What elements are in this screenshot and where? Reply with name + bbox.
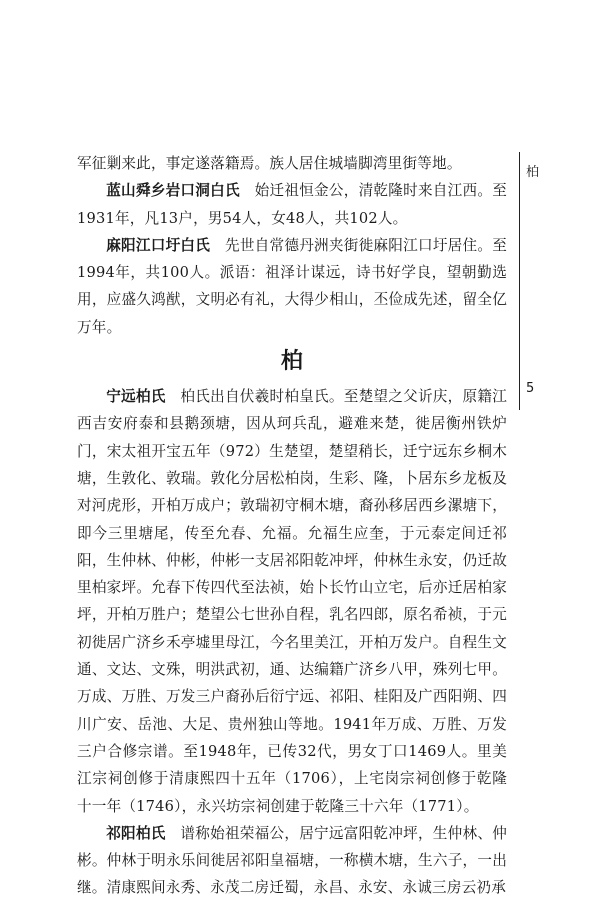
entry-text: 始迁祖恒金公，清乾隆时来自江西。至1931年，凡13户，男54人，女48人，共102人。: [77, 182, 507, 227]
margin-rule: [519, 152, 520, 410]
paragraph: [77, 232, 507, 341]
paragraph: [77, 150, 507, 177]
paragraph: [77, 177, 507, 232]
section-title: 柏: [280, 349, 304, 375]
entry-text: 谱称始祖荣福公，居宁远富阳乾冲坪，生仲林、仲彬。仲林于明永乐间徙居祁阳皇福塘，一称横木塘，生六子，一出继。清康熙间永秀、永茂二房迁蜀，永昌、永安、永诚三房云礽承: [77, 824, 507, 897]
body-text: [77, 150, 507, 902]
entry-heading: 祁阳柏氏: [106, 824, 166, 842]
paragraphs-before: [77, 150, 507, 341]
paragraphs-after: [77, 383, 507, 902]
entry-heading: 宁远柏氏: [106, 388, 166, 406]
entry-text: 军征剿来此，事定遂落籍焉。族人居住城墙脚湾里街等地。: [77, 155, 462, 172]
entry-heading: 麻阳江口圩白氏: [106, 236, 211, 254]
page-number: 5: [526, 381, 535, 396]
entry-text: 柏氏出自伏羲时柏皇氏。至楚望之父䜣庆，原籍江西吉安府泰和县鹅颈塘，因从珂兵乱，避难来楚，徙居衡州铁炉门，宋太祖开宝五年（972）生楚望，楚望稍长，迁宁远东乡桐木塘，生敦化、敦瑞。敦化分居松柏岗，生彩、隆，卜居东乡龙板及对河虎形，开柏万成户；敦瑞初守桐木塘，裔孙移居西乡漯塘下，即今三里塘尾，传至允春、允福。允福生应奎，于元泰定间迁祁阳，生仲林、仲彬，仲彬一支居祁阳乾冲坪，仲林生永安，仍迁故里柏家坪。允春下传四代至法祯，始卜长竹山立宅，后亦迁居柏家坪，开柏万胜户；楚望公七世孙自程，乳名四郎，原名希祯，于元初徙居广济乡禾亭墟里母江，今名里美江，开柏万发户。自程生文通、文达、文殊，明洪武初，通、达编籍广济乡八甲，殊列七甲。万成、万胜、万发三户裔孙后衍宁远、祁阳、桂阳及广西阳朔、四川广安、岳池、大足、贵州独山等地。1941年万成、万胜、万发三户合修宗谱。至1948年，已传32代，男女丁口1469人。里美江宗祠创修于清康熙四十五年（1706），上宅岗宗祠创修于乾隆十一年（1746），永兴坊宗祠创建于乾隆三十六年（1771）。: [77, 388, 507, 815]
paragraph: [77, 820, 507, 902]
paragraph: [77, 383, 507, 820]
entry-text: 先世自常德丹洲夹街徙麻阳江口圩居住。至1994年，共100人。派语：祖泽计谋远，诗书好学良，望朝勤选用，应盛久鸿猷，文明必有礼，大得少相山，丕俭成先述，留全亿万年。: [77, 236, 507, 336]
running-head-label: 柏: [526, 165, 540, 180]
entry-heading: 蓝山舜乡岩口洞白氏: [106, 182, 240, 200]
